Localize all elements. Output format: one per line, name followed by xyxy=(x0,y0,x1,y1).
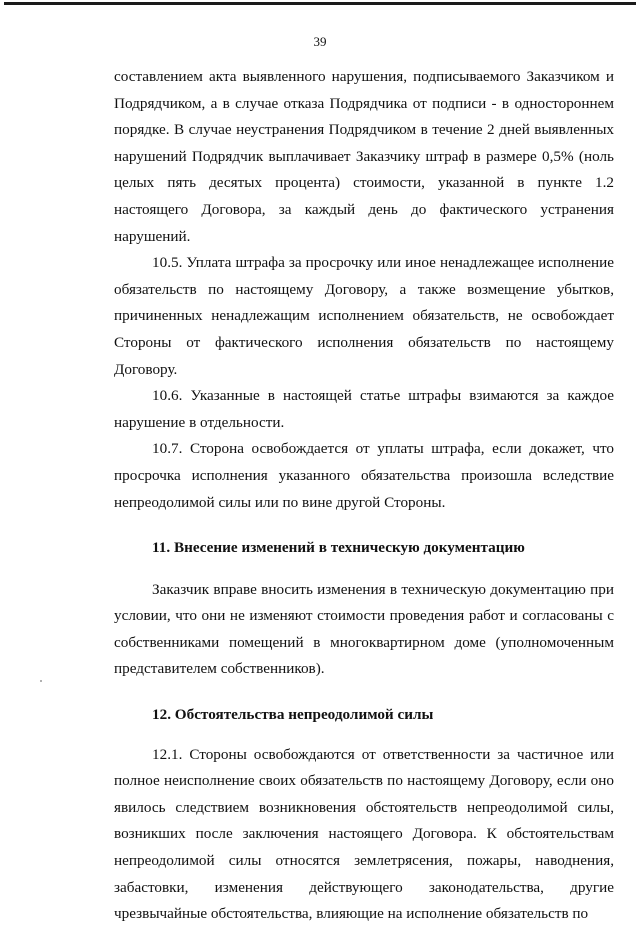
paragraph-11-body: Заказчик вправе вносить изменения в техническую документацию при условии, что они не изменяют стоимости проведения работ и согласованы с собственниками помещений в многоквартирном доме (уполномоченным представителем собственников). xyxy=(114,580,614,678)
paragraph-10-5: 10.5. Уплата штрафа за просрочку или иное ненадлежащее исполнение обязательств по настоящему Договору, а также возмещение убытков, причиненных ненадлежащим исполнением обязательств, не освобождает Стороны от фактического исполнения обязательств по настоящему Договору. xyxy=(114,254,614,378)
paragraph-10-6: 10.6. Указанные в настоящей статье штрафы взимаются за каждое нарушение в отдельности. xyxy=(114,387,614,431)
page-number: 39 xyxy=(313,34,327,49)
paragraph-10-7: 10.7. Сторона освобождается от уплаты штрафа, если докажет, что просрочка исполнения указанного обязательства произошла вследствие непреодолимой силы или по вине другой Стороны. xyxy=(114,440,614,511)
document-body xyxy=(114,64,614,928)
paragraph-12-1: 12.1. Стороны освобождаются от ответственности за частичное или полное неисполнение своих обязательств по настоящему Договору, если оно явилось следствием возникновения обстоятельств непреодолимой силы, возникших после заключения настоящего Договора. К обстоятельствам непреодолимой силы относятся землетрясения, пожары, наводнения, забастовки, изменения действующего законодательства, другие чрезвычайные обстоятельства, влияющие на исполнение обязательств по xyxy=(114,745,614,923)
scan-speck xyxy=(40,680,42,682)
top-border-line xyxy=(4,2,636,5)
paragraph-continuation: составлением акта выявленного нарушения, подписываемого Заказчиком и Подрядчиком, а в случае отказа Подрядчика от подписи - в одностороннем порядке. В случае неустранения Подрядчиком в течение 2 дней выявленных нарушений Подрядчик выплачивает Заказчику штраф в размере 0,5% (ноль целых пять десятых процента) стоимости, указанной в пункте 1.2 настоящего Договора, за каждый день до фактического устранения нарушений. xyxy=(114,68,614,245)
section-12-heading: 12. Обстоятельства непреодолимой силы xyxy=(152,706,434,724)
section-11-heading: 11. Внесение изменений в техническую документацию xyxy=(152,539,525,557)
